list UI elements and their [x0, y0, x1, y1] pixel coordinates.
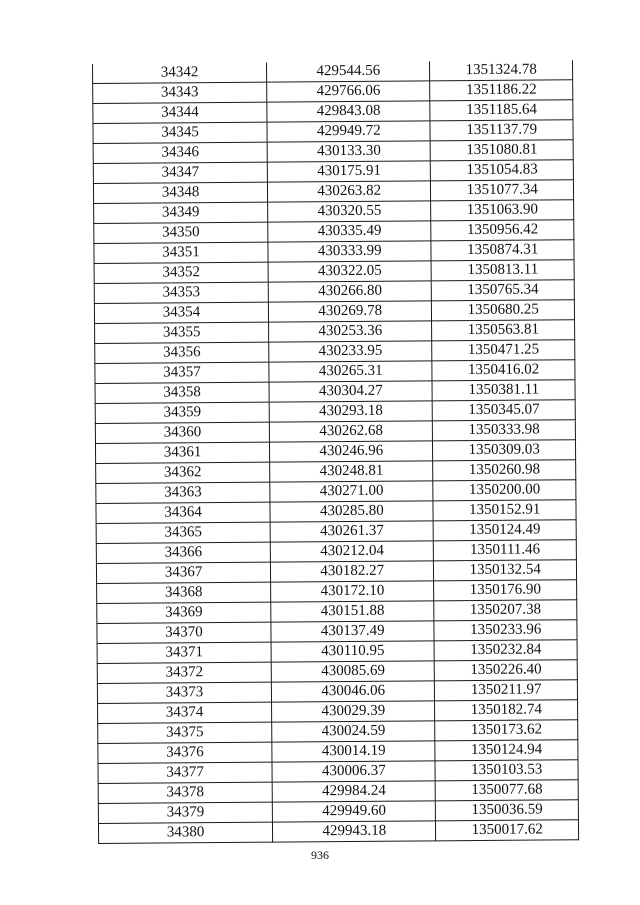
y-coordinate-cell: 1350182.74 — [435, 700, 578, 721]
point-id-cell: 34360 — [95, 422, 269, 443]
y-coordinate-cell: 1350956.42 — [431, 220, 574, 241]
x-coordinate-cell: 430265.31 — [269, 361, 432, 382]
y-coordinate-cell: 1350173.62 — [435, 720, 578, 741]
x-coordinate-cell: 429949.72 — [267, 121, 430, 142]
x-coordinate-cell: 430253.36 — [269, 321, 432, 342]
point-id-cell: 34369 — [97, 602, 271, 623]
y-coordinate-cell: 1350345.07 — [433, 400, 576, 421]
x-coordinate-cell: 430285.80 — [270, 501, 433, 522]
y-coordinate-cell: 1351185.64 — [430, 100, 573, 121]
point-id-cell: 34353 — [94, 282, 268, 303]
y-coordinate-cell: 1350381.11 — [432, 380, 575, 401]
point-id-cell: 34343 — [93, 82, 267, 103]
point-id-cell: 34378 — [98, 782, 272, 803]
coordinate-table — [92, 60, 579, 844]
point-id-cell: 34374 — [98, 702, 272, 723]
y-coordinate-cell: 1350233.96 — [434, 620, 577, 641]
x-coordinate-cell: 430233.95 — [269, 341, 432, 362]
table-row — [98, 820, 578, 844]
x-coordinate-cell: 430029.39 — [272, 701, 435, 722]
point-id-cell: 34370 — [97, 622, 271, 643]
y-coordinate-cell: 1351137.79 — [430, 120, 573, 141]
point-id-cell: 34376 — [98, 742, 272, 763]
y-coordinate-cell: 1350207.38 — [434, 600, 577, 621]
point-id-cell: 34371 — [97, 642, 271, 663]
x-coordinate-cell: 430151.88 — [271, 601, 434, 622]
y-coordinate-cell: 1350471.25 — [432, 340, 575, 361]
x-coordinate-cell: 430261.37 — [270, 521, 433, 542]
x-coordinate-cell: 430137.49 — [271, 621, 434, 642]
point-id-cell: 34346 — [93, 142, 267, 163]
point-id-cell: 34366 — [96, 542, 270, 563]
y-coordinate-cell: 1350874.31 — [431, 240, 574, 261]
y-coordinate-cell: 1350103.53 — [435, 760, 578, 781]
x-coordinate-cell: 430269.78 — [268, 301, 431, 322]
x-coordinate-cell: 430322.05 — [268, 261, 431, 282]
x-coordinate-cell: 430182.27 — [271, 561, 434, 582]
y-coordinate-cell: 1350309.03 — [433, 440, 576, 461]
y-coordinate-cell: 1351080.81 — [431, 140, 574, 161]
y-coordinate-cell: 1350200.00 — [433, 480, 576, 501]
x-coordinate-cell: 430024.59 — [272, 721, 435, 742]
point-id-cell: 34348 — [93, 182, 267, 203]
point-id-cell: 34368 — [97, 582, 271, 603]
point-id-cell: 34350 — [94, 222, 268, 243]
x-coordinate-cell: 430335.49 — [268, 221, 431, 242]
point-id-cell: 34359 — [95, 402, 269, 423]
x-coordinate-cell: 429949.60 — [272, 801, 435, 822]
x-coordinate-cell: 430212.04 — [270, 541, 433, 562]
x-coordinate-cell: 430304.27 — [269, 381, 432, 402]
x-coordinate-cell: 429544.56 — [267, 61, 430, 82]
x-coordinate-cell: 430110.95 — [271, 641, 434, 662]
x-coordinate-cell: 430246.96 — [270, 441, 433, 462]
y-coordinate-cell: 1350333.98 — [433, 420, 576, 441]
y-coordinate-cell: 1350765.34 — [432, 280, 575, 301]
y-coordinate-cell: 1350124.94 — [435, 740, 578, 761]
x-coordinate-cell: 430046.06 — [271, 681, 434, 702]
point-id-cell: 34372 — [97, 662, 271, 683]
y-coordinate-cell: 1350176.90 — [434, 580, 577, 601]
x-coordinate-cell: 430262.68 — [269, 421, 432, 442]
x-coordinate-cell: 430085.69 — [271, 661, 434, 682]
x-coordinate-cell: 429943.18 — [273, 821, 436, 842]
point-id-cell: 34344 — [93, 102, 267, 123]
point-id-cell: 34373 — [97, 682, 271, 703]
page-number: 936 — [311, 848, 329, 862]
point-id-cell: 34365 — [96, 522, 270, 543]
x-coordinate-cell: 430293.18 — [269, 401, 432, 422]
y-coordinate-cell: 1350077.68 — [436, 780, 579, 801]
x-coordinate-cell: 429984.24 — [272, 781, 435, 802]
y-coordinate-cell: 1350017.62 — [436, 820, 579, 841]
x-coordinate-cell: 430320.55 — [268, 201, 431, 222]
y-coordinate-cell: 1350152.91 — [433, 500, 576, 521]
x-coordinate-cell: 430133.30 — [267, 141, 430, 162]
point-id-cell: 34377 — [98, 762, 272, 783]
x-coordinate-cell: 430263.82 — [268, 181, 431, 202]
point-id-cell: 34349 — [94, 202, 268, 223]
point-id-cell: 34357 — [95, 362, 269, 383]
y-coordinate-cell: 1350260.98 — [433, 460, 576, 481]
y-coordinate-cell: 1350226.40 — [435, 660, 578, 681]
point-id-cell: 34347 — [93, 162, 267, 183]
point-id-cell: 34354 — [94, 302, 268, 323]
point-id-cell: 34361 — [95, 442, 269, 463]
y-coordinate-cell: 1350416.02 — [432, 360, 575, 381]
y-coordinate-cell: 1350232.84 — [434, 640, 577, 661]
y-coordinate-cell: 1350111.46 — [434, 540, 577, 561]
point-id-cell: 34356 — [95, 342, 269, 363]
y-coordinate-cell: 1351077.34 — [431, 180, 574, 201]
x-coordinate-cell: 430333.99 — [268, 241, 431, 262]
point-id-cell: 34345 — [93, 122, 267, 143]
x-coordinate-cell: 430266.80 — [268, 281, 431, 302]
y-coordinate-cell: 1350211.97 — [435, 680, 578, 701]
y-coordinate-cell: 1350036.59 — [436, 800, 579, 821]
y-coordinate-cell: 1350132.54 — [434, 560, 577, 581]
point-id-cell: 34367 — [96, 562, 270, 583]
point-id-cell: 34364 — [96, 502, 270, 523]
x-coordinate-cell: 430172.10 — [271, 581, 434, 602]
point-id-cell: 34379 — [98, 802, 272, 823]
x-coordinate-cell: 430271.00 — [270, 481, 433, 502]
point-id-cell: 34362 — [96, 462, 270, 483]
x-coordinate-cell: 430175.91 — [267, 161, 430, 182]
point-id-cell: 34355 — [95, 322, 269, 343]
y-coordinate-cell: 1351186.22 — [430, 80, 573, 101]
point-id-cell: 34375 — [98, 722, 272, 743]
y-coordinate-cell: 1350813.11 — [431, 260, 574, 281]
y-coordinate-cell: 1351324.78 — [430, 60, 573, 81]
point-id-cell: 34352 — [94, 262, 268, 283]
point-id-cell: 34351 — [94, 242, 268, 263]
point-id-cell: 34358 — [95, 382, 269, 403]
point-id-cell: 34380 — [98, 822, 272, 843]
point-id-cell: 34342 — [92, 63, 266, 84]
x-coordinate-cell: 430006.37 — [272, 761, 435, 782]
x-coordinate-cell: 430014.19 — [272, 741, 435, 762]
y-coordinate-cell: 1350124.49 — [434, 520, 577, 541]
point-id-cell: 34363 — [96, 482, 270, 503]
coordinate-table-body — [92, 60, 578, 843]
x-coordinate-cell: 429766.06 — [267, 81, 430, 102]
x-coordinate-cell: 429843.08 — [267, 101, 430, 122]
x-coordinate-cell: 430248.81 — [270, 461, 433, 482]
y-coordinate-cell: 1351063.90 — [431, 200, 574, 221]
y-coordinate-cell: 1350680.25 — [432, 300, 575, 321]
y-coordinate-cell: 1351054.83 — [431, 160, 574, 181]
y-coordinate-cell: 1350563.81 — [432, 320, 575, 341]
